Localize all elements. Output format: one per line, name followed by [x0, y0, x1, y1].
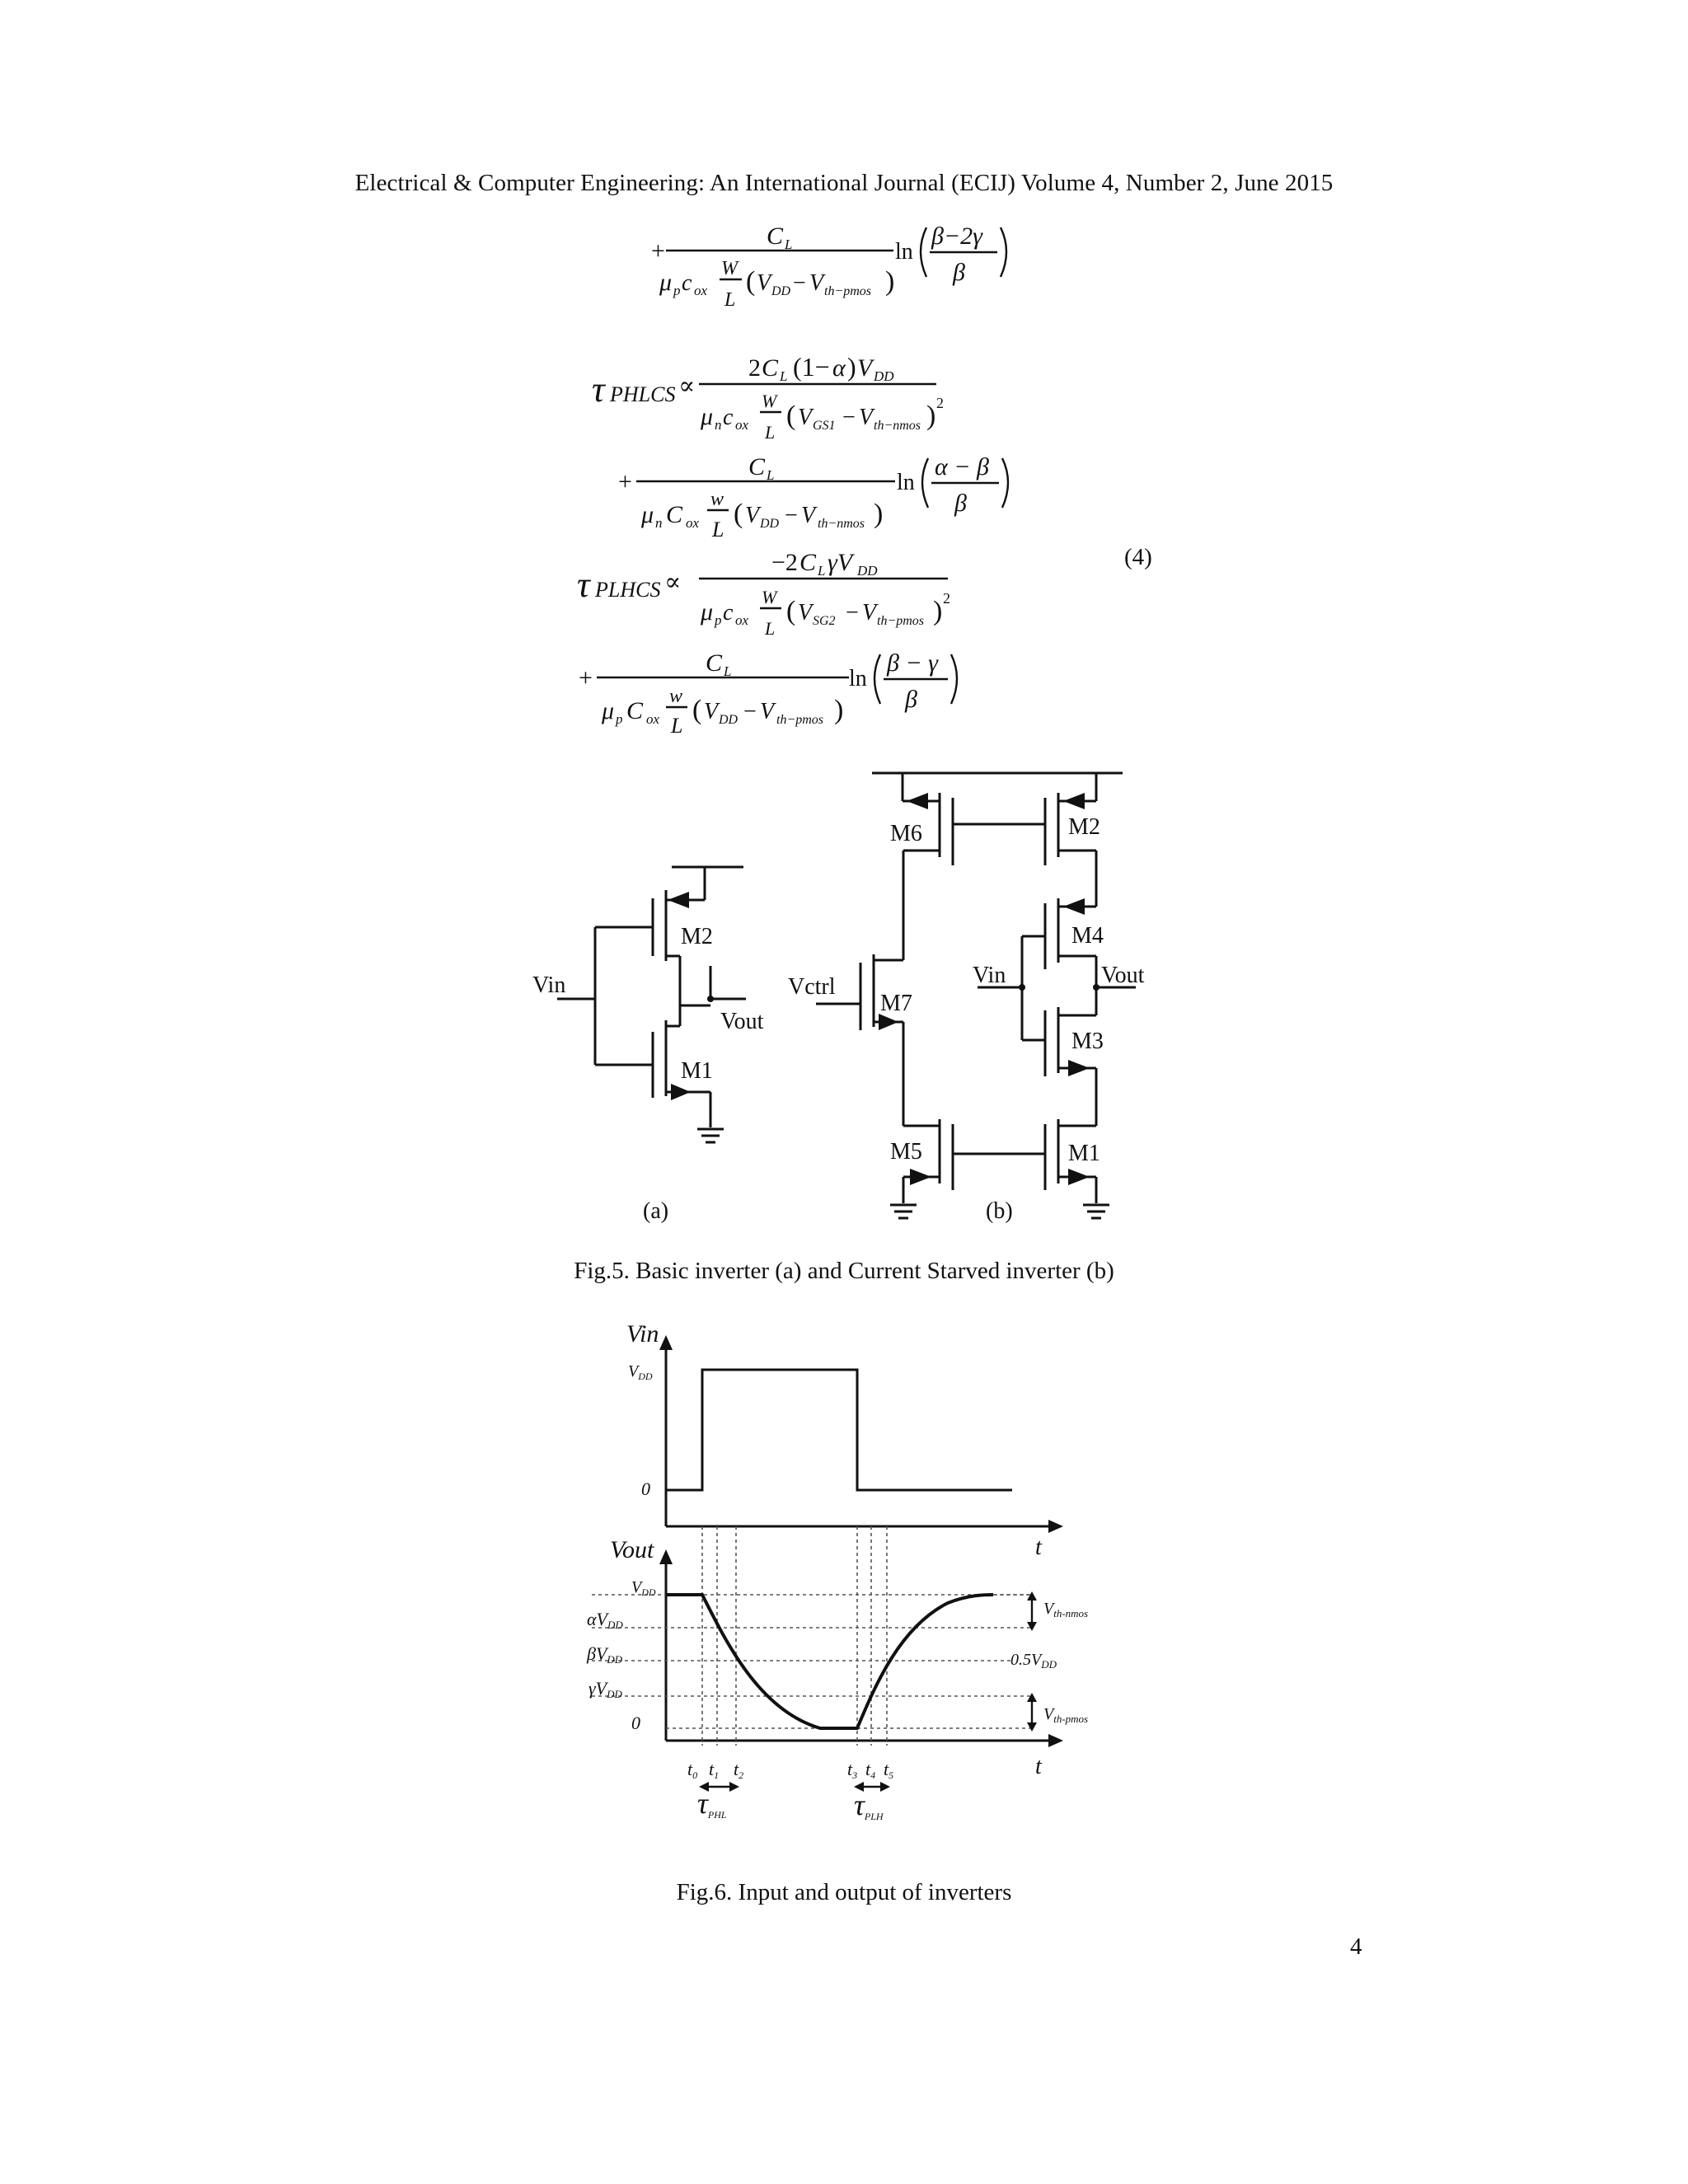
svg-text:∝: ∝ [678, 373, 696, 400]
svg-text:β−2γ: β−2γ [931, 223, 983, 250]
svg-text:V: V [757, 270, 771, 296]
svg-text:∝: ∝ [664, 569, 682, 596]
t1-label: t1 [709, 1759, 720, 1781]
svg-text:β: β [954, 490, 967, 517]
svg-text:L: L [765, 618, 776, 639]
t2-label: t2 [734, 1759, 744, 1781]
label-vctrl: Vctrl [788, 974, 836, 1000]
svg-text:W: W [762, 391, 777, 411]
svg-text:V: V [859, 405, 874, 430]
beta-vdd-label: βVDD [587, 1643, 623, 1666]
label-a-m1: M1 [681, 1058, 713, 1084]
svg-text:2: 2 [748, 354, 761, 382]
svg-text:V: V [862, 600, 877, 626]
vout-vdd-label: $V_{DD}$ [631, 1578, 656, 1598]
svg-text:μ: μ [659, 269, 673, 296]
svg-text:β − γ: β − γ [887, 649, 939, 677]
svg-text:DD: DD [760, 517, 780, 531]
svg-text:): ) [885, 266, 895, 297]
svg-text:+: + [651, 237, 665, 265]
svg-text:C: C [626, 697, 644, 724]
svg-text:GS1: GS1 [813, 419, 836, 433]
svg-text:PLHCS: PLHCS [595, 578, 661, 602]
svg-text:p: p [673, 283, 681, 298]
tau-plh-label: τPLH [854, 1788, 884, 1822]
svg-text:(1−: (1− [793, 352, 830, 382]
svg-text:c: c [682, 270, 692, 296]
svg-text:μ: μ [701, 598, 714, 626]
svg-text:L: L [785, 237, 793, 252]
svg-text:n: n [715, 417, 722, 433]
svg-text:ln: ln [849, 666, 867, 691]
fig6-caption: Fig.6. Input and output of inverters [676, 1879, 1012, 1905]
svg-text:V: V [798, 405, 813, 430]
svg-text:(: ( [786, 401, 796, 431]
t3-label: t3 [847, 1759, 858, 1781]
fig5-caption: Fig.5. Basic inverter (a) and Current Starved inverter (b) [574, 1258, 1114, 1284]
vin-plot [626, 1320, 1063, 1560]
label-m6: M6 [890, 821, 922, 846]
svg-text:c: c [723, 405, 734, 430]
svg-text:−: − [785, 503, 798, 528]
label-m3: M3 [1071, 1029, 1104, 1054]
svg-text:C: C [762, 354, 779, 382]
label-m1: M1 [1068, 1141, 1100, 1166]
svg-text:ln: ln [895, 239, 913, 265]
svg-text:L: L [724, 289, 736, 311]
svg-text:L: L [671, 714, 683, 738]
vout-t-label: t [1035, 1754, 1042, 1779]
svg-text:th−nmos: th−nmos [874, 419, 921, 433]
svg-text:ln: ln [897, 470, 915, 495]
svg-text:C: C [767, 223, 784, 250]
svg-text:): ) [933, 596, 943, 626]
svg-text:μ: μ [641, 501, 654, 528]
svg-text:th−nmos: th−nmos [818, 517, 865, 531]
svg-text:ox: ox [686, 515, 700, 531]
svg-text:V: V [809, 270, 824, 296]
svg-text:DD: DD [771, 284, 791, 298]
svg-text:PHLCS: PHLCS [610, 382, 676, 406]
label-m7: M7 [880, 991, 912, 1016]
svg-text:c: c [723, 600, 734, 626]
svg-text:+: + [618, 468, 632, 495]
svg-text:V: V [798, 600, 813, 626]
vth-nmos-label: $V_{th-nmos}$ [1043, 1600, 1089, 1619]
svg-text:W: W [721, 258, 738, 279]
vin-vdd-label: $V_{DD}$ [628, 1362, 653, 1382]
svg-text:th−pmos: th−pmos [877, 614, 925, 628]
label-a-m2: M2 [681, 924, 713, 949]
svg-text:−2: −2 [771, 549, 798, 576]
svg-text:C: C [706, 649, 723, 677]
svg-text:C: C [666, 501, 683, 528]
alpha-vdd-label: αVDD [587, 1609, 623, 1631]
label-m4: M4 [1071, 923, 1104, 949]
svg-text:V: V [704, 699, 719, 724]
svg-text:DD: DD [874, 368, 894, 384]
label-b: (b) [986, 1198, 1013, 1224]
svg-text:τ: τ [577, 565, 590, 605]
svg-text:ox: ox [694, 283, 708, 298]
svg-text:L: L [765, 422, 776, 443]
svg-text:): ) [874, 499, 884, 529]
vout-axis-label: Vout [610, 1536, 654, 1563]
svg-text:(: ( [692, 695, 702, 725]
svg-text:ox: ox [646, 711, 660, 727]
svg-text:μ: μ [701, 403, 714, 430]
vout-waveform-line [666, 1595, 993, 1728]
svg-text:DD: DD [857, 563, 878, 579]
svg-text:w: w [669, 686, 683, 707]
gamma-vdd-label: γVDD [588, 1678, 622, 1700]
svg-text:): ) [847, 352, 856, 382]
vout-zero-label: 0 [631, 1713, 640, 1733]
svg-text:V: V [760, 699, 775, 724]
vin-t-label: t [1035, 1535, 1042, 1560]
svg-text:−: − [846, 600, 859, 626]
svg-text:L: L [712, 518, 724, 541]
vin-pulse-line [666, 1370, 1012, 1490]
svg-text:L: L [767, 467, 775, 483]
svg-text:W: W [762, 587, 777, 607]
label-m2: M2 [1068, 814, 1100, 840]
svg-text:V: V [857, 354, 873, 382]
svg-text:(: ( [786, 596, 796, 626]
t4-label: t4 [865, 1759, 876, 1781]
label-a-vin: Vin [532, 972, 566, 998]
label-b-vin: Vin [973, 963, 1006, 988]
running-header: Electrical & Computer Engineering: An International Journal (ECIJ) Volume 4, Number 2, June 2015 [354, 170, 1334, 196]
svg-text:C: C [748, 453, 766, 480]
svg-text:β: β [953, 259, 965, 286]
vout-plot [586, 1526, 1088, 1822]
svg-text:th−pmos: th−pmos [776, 713, 824, 727]
svg-text:DD: DD [719, 713, 738, 727]
svg-text:V: V [801, 503, 816, 528]
svg-text:α − β: α − β [935, 453, 989, 480]
t0-label: t0 [687, 1759, 698, 1781]
svg-text:C: C [799, 549, 817, 576]
svg-text:th−pmos: th−pmos [824, 284, 872, 298]
svg-text:2: 2 [943, 590, 950, 607]
vth-pmos-label: $V_{th-pmos}$ [1043, 1705, 1089, 1725]
half-vdd-label: $0.5V_{DD}$ [1010, 1651, 1057, 1671]
svg-text:L: L [818, 563, 826, 579]
svg-text:p: p [715, 612, 722, 628]
svg-text:): ) [926, 401, 936, 431]
equation-number: (4) [1124, 544, 1152, 570]
svg-text:V: V [745, 503, 760, 528]
svg-text:(: ( [734, 499, 743, 529]
svg-text:τ: τ [592, 369, 605, 410]
t5-label: t5 [884, 1759, 894, 1781]
svg-text:L: L [780, 368, 788, 384]
tau-phl-label: τPHL [697, 1787, 727, 1821]
svg-text:L: L [724, 663, 732, 679]
svg-text:w: w [710, 489, 724, 510]
svg-text:p: p [616, 711, 623, 727]
svg-text:ox: ox [735, 612, 749, 628]
svg-text:α: α [832, 354, 846, 382]
vin-axis-label: Vin [626, 1320, 659, 1347]
svg-text:ox: ox [735, 417, 749, 433]
label-a: (a) [643, 1198, 669, 1224]
label-b-vout: Vout [1101, 963, 1145, 988]
svg-text:μ: μ [602, 697, 615, 724]
svg-text:β: β [905, 686, 917, 713]
svg-text:−: − [793, 270, 806, 296]
svg-text:γV: γV [828, 549, 853, 576]
svg-text:+: + [579, 664, 593, 691]
svg-text:n: n [655, 515, 663, 531]
svg-text:−: − [743, 699, 757, 724]
svg-text:): ) [834, 695, 844, 725]
page-number: 4 [1350, 1933, 1362, 1960]
label-a-vout: Vout [720, 1009, 764, 1034]
svg-text:(: ( [746, 266, 756, 297]
vin-zero-label: 0 [641, 1479, 650, 1499]
svg-text:−: − [842, 405, 856, 430]
svg-text:SG2: SG2 [813, 614, 836, 628]
svg-text:2: 2 [936, 395, 944, 411]
label-m5: M5 [890, 1139, 922, 1165]
